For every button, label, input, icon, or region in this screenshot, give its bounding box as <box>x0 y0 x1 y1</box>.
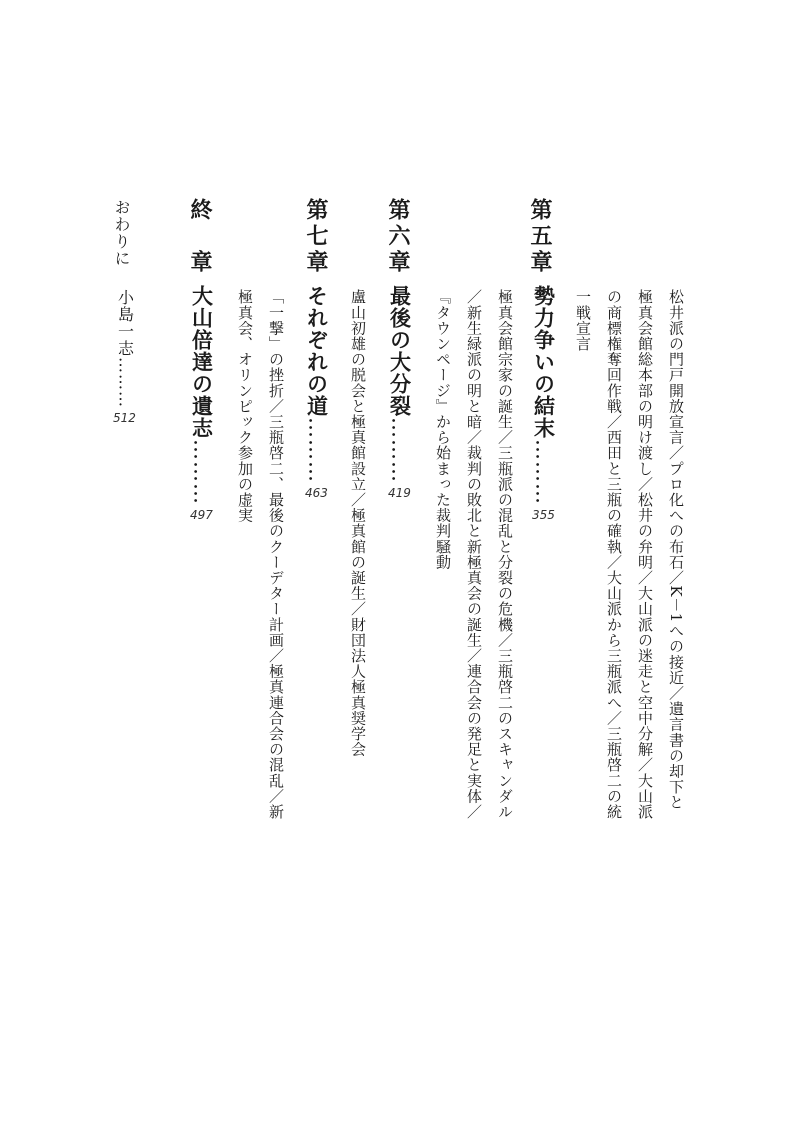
chapter-label: 第五章 <box>527 198 553 276</box>
chapter-label: 第七章 <box>303 198 329 276</box>
page-number: 355 <box>532 508 555 522</box>
chapter-description-line: 松井派の門戸開放宣言／プロ化への布石／K－1への接近／遺言書の却下と <box>667 289 685 811</box>
chapter-title-text: それぞれの道 <box>304 285 330 417</box>
chapter-title <box>305 285 328 499</box>
chapter-title-text: 最後の大分裂 <box>387 285 413 417</box>
chapter-description-line: 極真会、オリンピック参加の虚実 <box>236 289 254 523</box>
dot-leader: ……… <box>189 439 214 505</box>
dot-leader: ……… <box>387 417 412 483</box>
chapter-description-line: 極真会館宗家の誕生／三瓶派の混乱と分裂の危機／三瓶啓二のスキャンダル <box>496 289 514 820</box>
afterword-author: 小島一志 <box>115 289 135 357</box>
afterword-label: おわりに <box>112 199 131 267</box>
dot-leader: ……… <box>304 417 329 483</box>
chapter-description-line: 一戦宣言 <box>574 289 592 352</box>
chapter-label: 終 章 <box>187 198 213 276</box>
dot-leader: ……… <box>115 357 135 408</box>
chapter-label: 第六章 <box>385 198 411 276</box>
dot-leader: ……… <box>531 439 556 505</box>
page-number: 512 <box>113 411 136 425</box>
chapter-title <box>190 285 213 521</box>
page-number: 497 <box>190 508 213 522</box>
chapter-description-line: の商標権奪回作戦／西田と三瓶の確執／大山派から三瓶派へ／三瓶啓二の統 <box>605 289 623 820</box>
chapter-description-line: ／新生緑派の明と暗／裁判の敗北と新極真会の誕生／連合会の発足と実体／ <box>465 289 483 820</box>
chapter-title <box>388 285 411 499</box>
chapter-title <box>532 285 555 521</box>
chapter-title-text: 勢力争いの結末 <box>531 285 557 439</box>
chapter-description-line: 「一撃」の挫折／三瓶啓二、最後のクーデター計画／極真連合会の混乱／新 <box>267 289 285 820</box>
chapter-description-line: 盧山初雄の脱会と極真館設立／極真館の誕生／財団法人極真奨学会 <box>349 289 367 757</box>
page-number: 463 <box>305 486 328 500</box>
afterword-entry <box>113 289 136 424</box>
chapter-description-line: 極真会館総本部の明け渡し／松井の弁明／大山派の迷走と空中分解／大山派 <box>636 289 654 820</box>
page-number: 419 <box>388 486 411 500</box>
chapter-title-text: 大山倍達の遺志 <box>189 285 215 439</box>
chapter-description-line: 『タウンページ』から始まった裁判騒動 <box>434 289 452 570</box>
